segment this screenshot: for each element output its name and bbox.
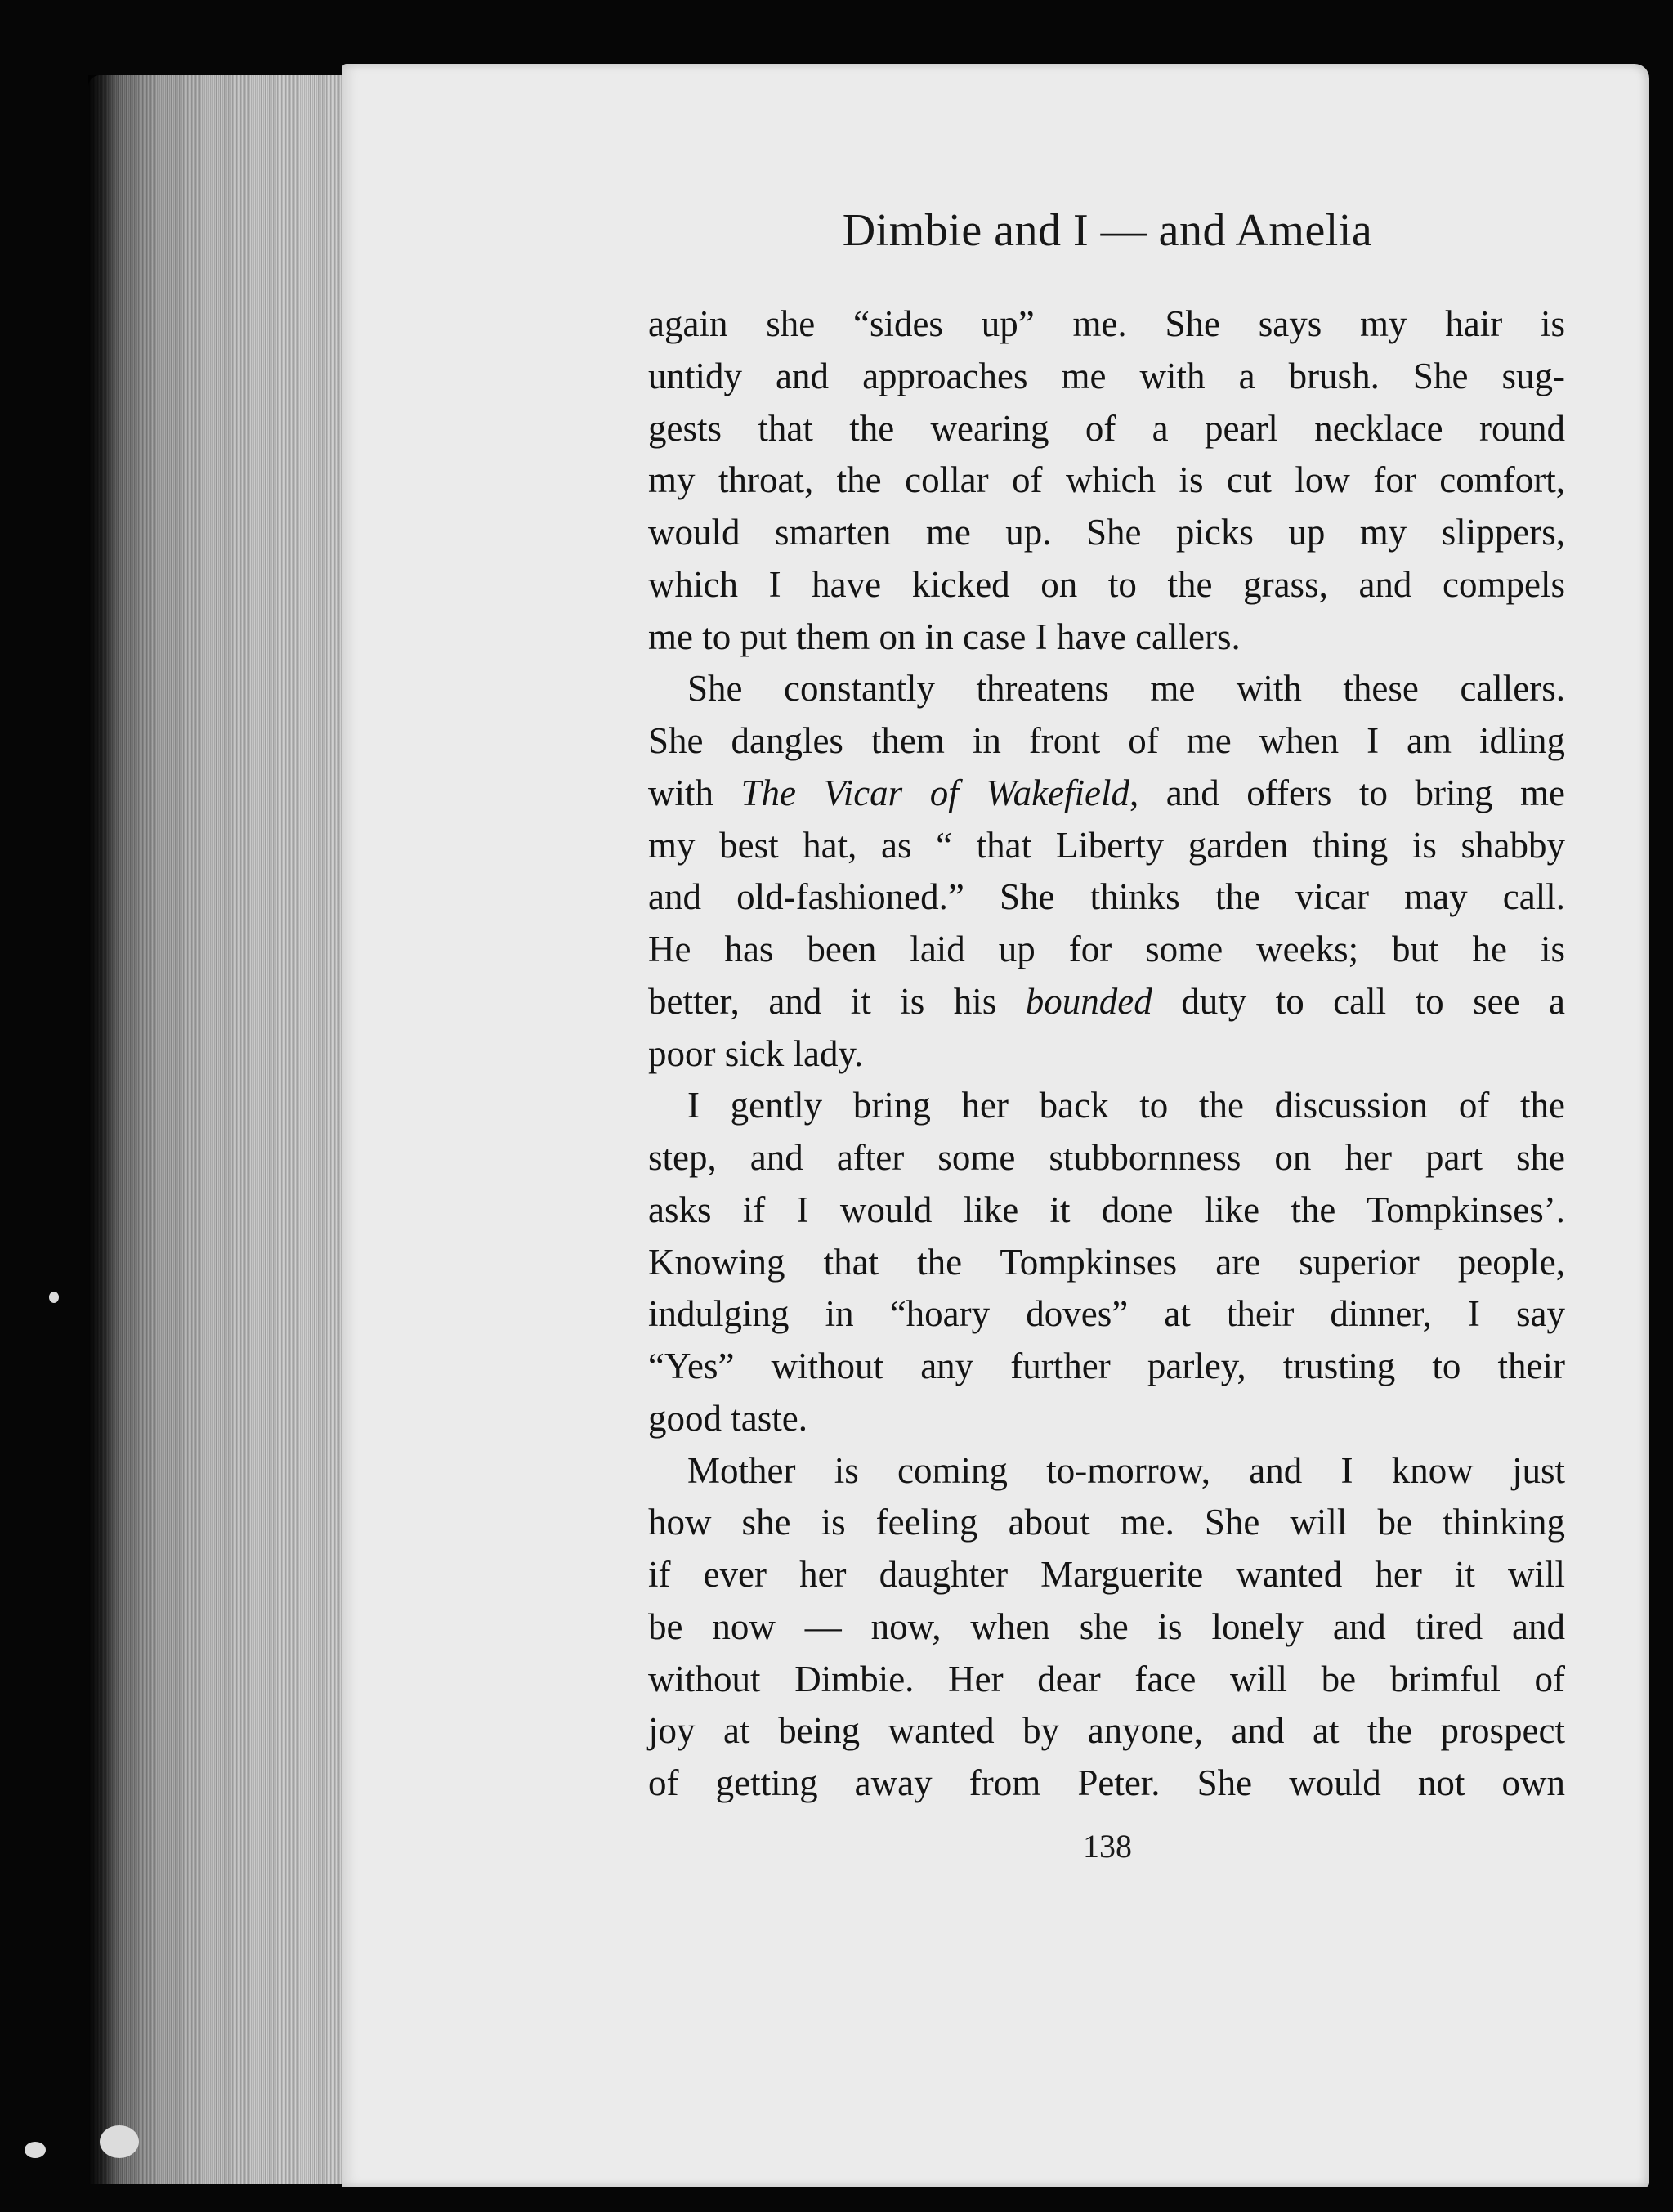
text-line: asks if I would like it done like the Tompkinses’. [648,1189,1565,1230]
text-line: without Dimbie. Her dear face will be brimful of [648,1658,1565,1699]
text-line: Knowing that the Tompkinses are superior people, [648,1241,1565,1283]
text-line: “Yes” without any further parley, trusting to their [648,1346,1565,1386]
text-line: She constantly threatens me with these callers. [687,668,1565,710]
text-line: good taste. [648,1397,807,1439]
text-line: He has been laid up for some weeks; but he is [648,929,1565,969]
text-line: better, and it is his bounded duty to call to see a [648,980,1565,1022]
text-line: my best hat, as “ that Liberty garden thing is shabby [648,824,1565,866]
running-head: Dimbie and I — and Amelia [842,205,1373,256]
text-line: if ever her daughter Marguerite wanted her it will [648,1554,1565,1595]
text-line: poor sick lady. [648,1032,864,1074]
scan-speck [25,2142,46,2158]
text-line: how she is feeling about me. She will be thinking [648,1502,1565,1543]
text-line: Mother is coming to-morrow, and I know just [687,1449,1565,1491]
text-line: which I have kicked on to the grass, and compels [648,563,1565,605]
text-line: indulging in “hoary doves” at their dinner, I say [648,1293,1565,1335]
text-line: my throat, the collar of which is cut low for comfort, [648,459,1565,501]
text-line: again she “sides up” me. She says my hair is [648,303,1565,344]
body-text [648,298,1565,1810]
page-edge-shadow [88,75,121,2184]
text-line: joy at being wanted by anyone, and at the prospect [648,1710,1565,1752]
text-line: be now — now, when she is lonely and tired and [648,1605,1565,1647]
text-line: of getting away from Peter. She would not own [648,1762,1565,1803]
text-line: She dangles them in front of me when I am idling [648,720,1565,761]
text-line: with The Vicar of Wakefield, and offers to bring me [648,772,1565,813]
text-line: gests that the wearing of a pearl necklace round [648,407,1565,449]
text-line: I gently bring her back to the discussion of the [687,1085,1565,1126]
text-line: would smarten me up. She picks up my slippers, [648,512,1565,553]
text-line: me to put them on in case I have callers. [648,616,1241,657]
text-line: untidy and approaches me with a brush. She sug- [648,355,1565,396]
text-line: step, and after some stubbornness on her part she [648,1137,1565,1178]
scan-speck [49,1292,59,1303]
page-number: 138 [1083,1828,1132,1865]
page-edges [88,75,350,2184]
text-line: and old-fashioned.” She thinks the vicar may call. [648,876,1565,918]
scan-speck [100,2125,139,2158]
